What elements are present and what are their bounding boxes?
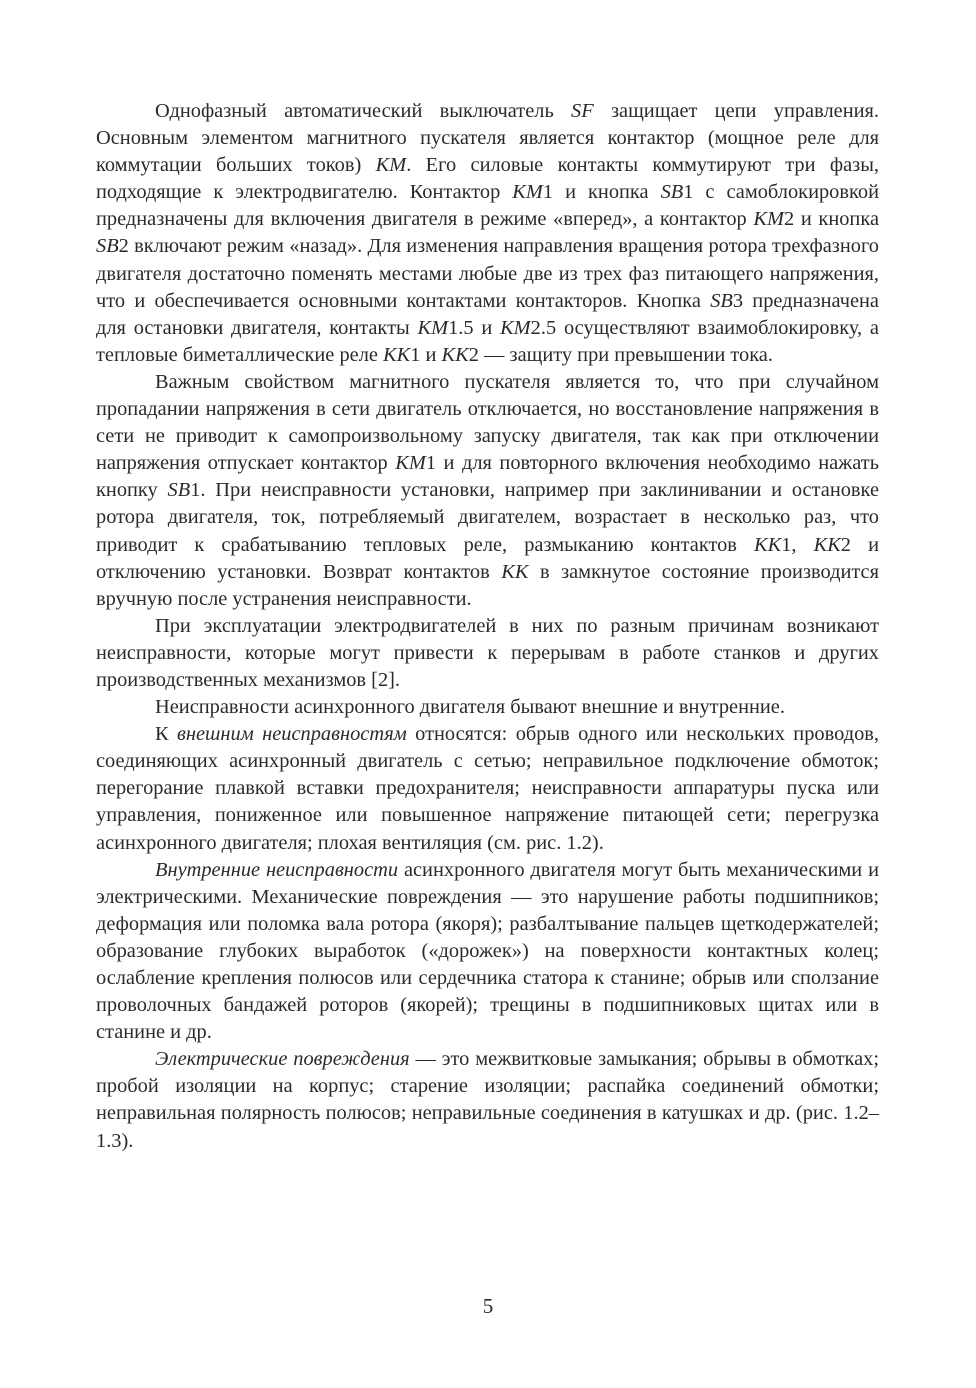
text-run: Однофазный автоматический выключатель (155, 100, 572, 122)
text-run: При эксплуатации электродвигателей в них по разным причинам возникают неисправности, которые могут привести к перерывам в работе станков и других производственных механизмов [2]. (96, 614, 879, 691)
text-run: 2 включают режим «назад». Для изменения направления вращения ротора трехфазного двигателя достаточно поменять местами любые две из трех фаз питающего напряжения, что и обеспечивается основными контактами контакторов. Кнопка (96, 235, 879, 312)
italic-text: SB (710, 289, 733, 312)
italic-text: KM (500, 316, 531, 339)
text-run: 1 с самоблокировкой предназначены для включения двигателя в режиме «вперед», а контактор (96, 181, 879, 231)
text-run: асинхронного двигателя могут быть механическими и электрическими. Механические повреждения — это нарушение работы подшипников; деформация или поломка вала ротора (якоря); разбалтывание пальцев щеткодержателей; образование глубоких выработок («дорожек») на поверхности контактных колец; ослабление крепления полюсов или сердечника статора к станине; обрыв или сползание проволочных бандажей роторов (якорей); трещины в подшипниковых щитах или в станине и др. (96, 858, 879, 1044)
italic-text: KM (512, 181, 543, 204)
text-run: 2 и кнопка (783, 208, 879, 231)
document-body (96, 98, 879, 1155)
text-run: 2 — защиту при превышении тока. (468, 343, 773, 366)
italic-text: KK (501, 560, 529, 583)
italic-text: Внутренние неисправности (155, 858, 399, 881)
italic-text: Электрические повреждения (155, 1048, 410, 1071)
paragraph (96, 857, 879, 1047)
text-run: 1. При неисправности установки, например при заклинивании и остановке ротора двигателя, ток, потребляемый двигателем, возрастает в несколько раз, что приводит к срабатыванию тепловых реле, размыканию контактов (96, 479, 879, 556)
paragraph (96, 694, 879, 721)
text-run: 1.5 и (448, 316, 501, 339)
paragraph (96, 613, 879, 694)
paragraph (96, 1046, 879, 1154)
text-run: в замкнутое состояние производится вручную после устранения неисправности. (96, 560, 879, 610)
text-run: защищает цепи управления. Основным элементом магнитного пускателя является контактор (мощное реле для коммутации больших токов) (96, 100, 879, 177)
page-number: 5 (482, 1294, 494, 1318)
text-run: — это межвитковые замыкания; обрывы в обмотках; пробой изоляции на корпус; старение изоляции; распайка соединений обмотки; неправильная полярность полюсов; неправильные соединения в катушках и др. (рис. 1.2–1.3). (96, 1048, 879, 1152)
italic-text: KK (441, 343, 469, 366)
text-run: 2 и отключению установки. Возврат контактов (96, 533, 879, 583)
text-run: Важным свойством магнитного пускателя является то, что при случайном пропадании напряжения в сети двигатель отключается, но восстановление напряжения в сети не приводит к самопроизвольному запуску двигателя, так как при отключении напряжения отпускает контактор (96, 370, 879, 475)
text-run: . Его силовые контакты коммутируют три фазы, подходящие к электродвигателю. Контактор (96, 154, 879, 204)
text-run: К (155, 723, 177, 746)
paragraph (96, 369, 879, 613)
text-run: 1, (781, 533, 814, 556)
italic-text: SB (660, 181, 684, 204)
text-run: 3 предназначена для остановки двигателя, контакты (96, 289, 879, 339)
italic-text: KM (753, 208, 784, 231)
italic-text: SB (96, 235, 119, 258)
text-run: 1 и для повторного включения необходимо нажать кнопку (96, 452, 879, 502)
paragraph (96, 98, 879, 369)
italic-text: KK (754, 533, 782, 556)
text-run: относятся: обрыв одного или нескольких проводов, соединяющих асинхронный двигатель с сетью; неправильное подключение обмоток; перегорание плавкой вставки предохранителя; неисправности аппаратуры пуска или управления, пониженное или повышенное напряжение питающей сети; перегрузка асинхронного двигателя; плохая вентиляция (см. рис. 1.2). (96, 723, 879, 854)
italic-text: KK (813, 533, 841, 556)
italic-text: KM (375, 154, 407, 177)
italic-text: SB (167, 479, 191, 502)
italic-text: KM (417, 316, 449, 339)
paragraph (96, 721, 879, 856)
text-run: 1 и кнопка (542, 181, 661, 204)
italic-text: внешним неисправностям (177, 723, 407, 746)
text-run: Неисправности асинхронного двигателя бывают внешние и внутренние. (155, 696, 785, 719)
text-run: 2.5 осуществляют взаимоблокировку, а тепловые биметаллические реле (96, 316, 879, 366)
italic-text: SF (571, 100, 594, 122)
italic-text: KM (395, 452, 426, 475)
text-run: 1 и (410, 343, 442, 366)
italic-text: KK (383, 343, 411, 366)
